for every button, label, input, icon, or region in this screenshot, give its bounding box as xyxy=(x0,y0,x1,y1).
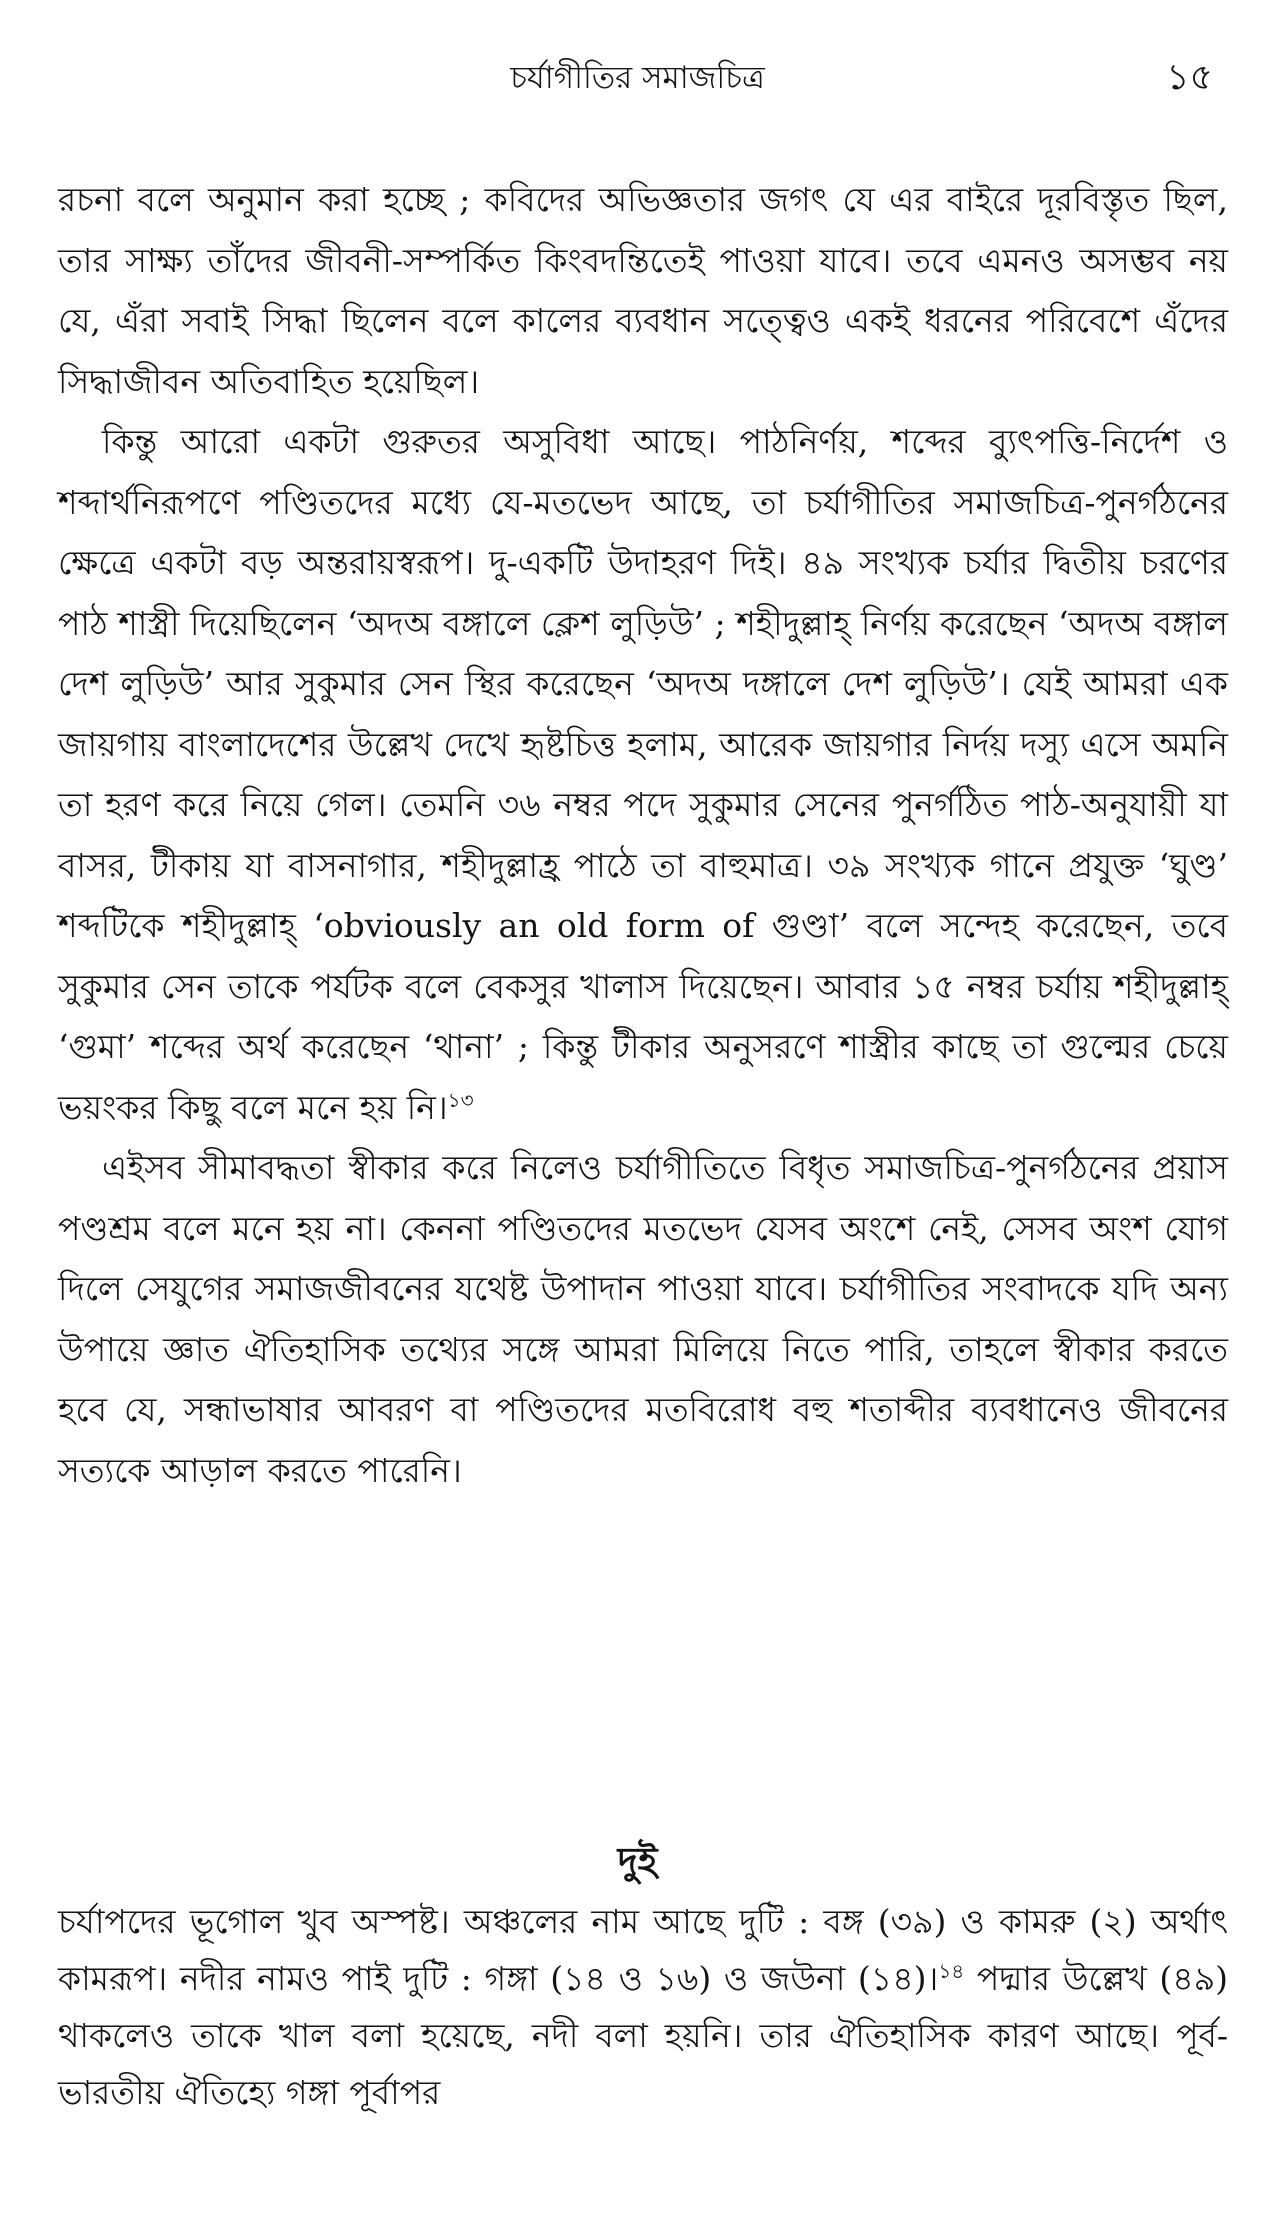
footnote-marker-13: ১৩ xyxy=(447,1087,474,1112)
page-number: ১৫ xyxy=(1166,57,1213,98)
paragraph-2 xyxy=(58,412,1228,1138)
paragraph-3 xyxy=(58,1138,1228,1501)
paragraph-1-text: রচনা বলে অনুমান করা হচ্ছে ; কবিদের অভিজ্ঞতার জগৎ যে এর বাইরে দূরবিস্তৃত ছিল, তার সাক্ষ্য তাঁদের জীবনী-সম্পর্কিত কিংবদন্তিতেই পাওয়া যাবে। তবে এমনও অসম্ভব নয় যে, এঁরা সবাই সিদ্ধা ছিলেন বলে কালের ব্যবধান সত্ত্বেও একই ধরনের পরিবেশে এঁদের সিদ্ধাজীবন অতিবাহিত হয়েছিল। xyxy=(58,180,1228,401)
paragraph-4 xyxy=(58,1893,1228,2121)
paragraph-4-text-a: চর্যাপদের ভূগোল খুব অস্পষ্ট। অঞ্চলের নাম আছে দুটি : বঙ্গ (৩৯) ও কামরু (২) অর্থাৎ কামরূপ। নদীর নামও পাই দুটি : গঙ্গা (১৪ ও ১৬) ও জউনা (১৪)। xyxy=(58,1902,1228,1998)
section-two-body xyxy=(58,1893,1228,2121)
section-one-body xyxy=(58,170,1228,1501)
footnote-marker-14: ১৪ xyxy=(938,1959,965,1983)
paragraph-1 xyxy=(58,170,1228,412)
paragraph-3-text: এইসব সীমাবদ্ধতা স্বীকার করে নিলেও চর্যাগীতিতে বিধৃত সমাজচিত্র-পুনর্গঠনের প্রয়াস পণ্ডশ্রম বলে মনে হয় না। কেননা পণ্ডিতদের মতভেদ যেসব অংশে নেই, সেসব অংশ যোগ দিলে সেযুগের সমাজজীবনের যথেষ্ট উপাদান পাওয়া যাবে। চর্যাগীতির সংবাদকে যদি অন্য উপায়ে জ্ঞাত ঐতিহাসিক তথ্যের সঙ্গে আমরা মিলিয়ে নিতে পারি, তাহলে স্বীকার করতে হবে যে, সন্ধাভাষার আবরণ বা পণ্ডিতদের মতবিরোধ বহু শতাব্দীর ব্যবধানেও জীবনের সত্যকে আড়াল করতে পারেনি। xyxy=(58,1148,1228,1490)
running-header-title: চর্যাগীতির সমাজচিত্র xyxy=(510,60,765,96)
paragraph-2-text: কিন্তু আরো একটা গুরুতর অসুবিধা আছে। পাঠনির্ণয়, শব্দের ব্যুৎপত্তি-নির্দেশ ও শব্দার্থনিরূপণে পণ্ডিতদের মধ্যে যে-মতভেদ আছে, তা চর্যাগীতির সমাজচিত্র-পুনর্গঠনের ক্ষেত্রে একটা বড় অন্তরায়স্বরূপ। দু-একটি উদাহরণ দিই। ৪৯ সংখ্যক চর্যার দ্বিতীয় চরণের পাঠ শাস্ত্রী দিয়েছিলেন ‘অদঅ বঙ্গালে ক্লেশ লুড়িউ’ ; শহীদুল্লাহ্ নির্ণয় করেছেন ‘অদঅ বঙ্গাল দেশ লুড়িউ’ আর সুকুমার সেন স্থির করেছেন ‘অদঅ দঙ্গালে দেশ লুড়িউ’। যেই আমরা এক জায়গায় বাংলাদেশের উল্লেখ দেখে হৃষ্টচিত্ত হলাম, আরেক জায়গার নির্দয় দস্যু এসে অমনি তা হরণ করে নিয়ে গেল। তেমনি ৩৬ নম্বর পদে সুকুমার সেনের পুনর্গঠিত পাঠ-অনুযায়ী যা বাসর, টীকায় যা বাসনাগার, শহীদুল্লাহ্র পাঠে তা বাহুমাত্র। ৩৯ সংখ্যক গানে প্রযুক্ত ‘ঘুণ্ড’ শব্দটিকে শহীদুল্লাহ্ ‘obviously an old form of গুণ্ডা’ বলে সন্দেহ করেছেন, তবে সুকুমার সেন তাকে পর্যটক বলে বেকসুর খালাস দিয়েছেন। আবার ১৫ নম্বর চর্যায় শহীদুল্লাহ্ ‘গুমা’ শব্দের অর্থ করেছেন ‘থানা’ ; কিন্তু টীকার অনুসরণে শাস্ত্রীর কাছে তা গুল্মের চেয়ে ভয়ংকর কিছু বলে মনে হয় নি। xyxy=(58,422,1228,1127)
section-heading-two: দুই xyxy=(617,1838,658,1883)
paragraph-4-text-b: পদ্মার উল্লেখ (৪৯) থাকলেও তাকে খাল বলা হয়েছে, নদী বলা হয়নি। তার ঐতিহাসিক কারণ আছে। পূর্ব-ভারতীয় ঐতিহ্যে গঙ্গা পূর্বাপর xyxy=(58,1959,1229,2112)
